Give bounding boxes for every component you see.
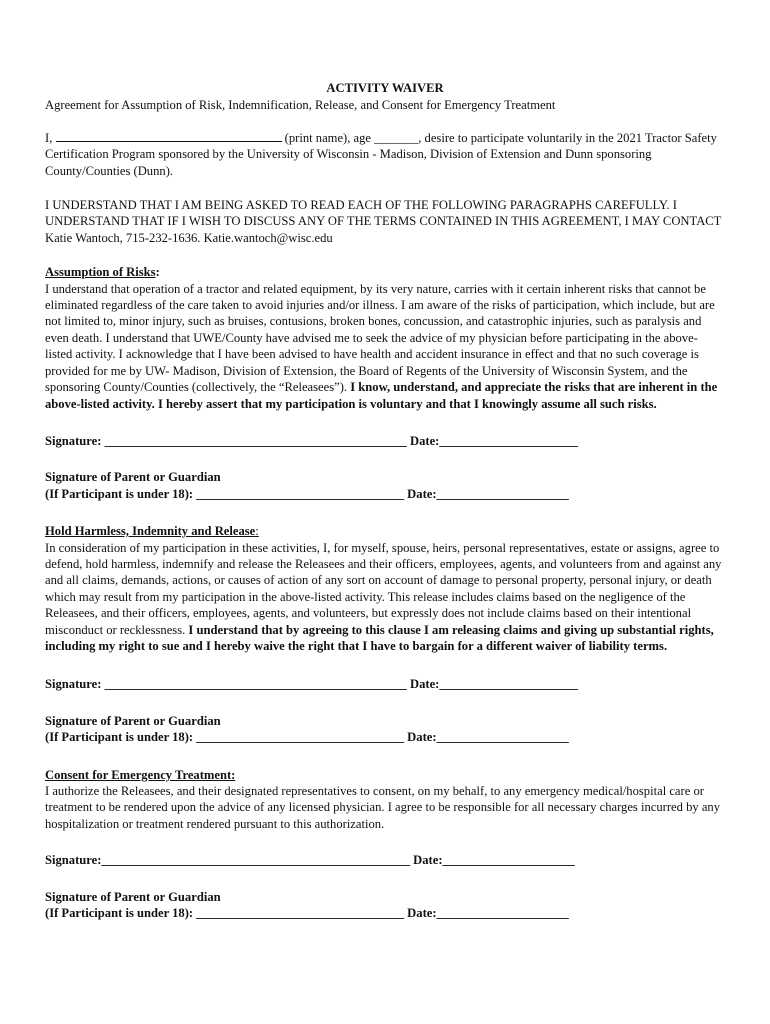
- section-heading-text: Consent for Emergency Treatment:: [45, 767, 236, 782]
- section-heading-text: Hold Harmless, Indemnity and Release: [45, 524, 256, 539]
- section-bold-text: I understand that by agreeing to this clause I am releasing claims and giving up substantial rights, including my right to sue and I hereby waive the right that I have to bargain for a different waiver of liability terms.: [45, 622, 714, 653]
- waiver-content: [45, 80, 725, 921]
- document-subtitle: Agreement for Assumption of Risk, Indemnification, Release, and Consent for Emergency Treatment: [45, 98, 556, 113]
- guardian-signature-line[interactable]: (If Participant is under 18): _________________________________ Date:_____________________: [45, 730, 569, 745]
- section-heading-text: Assumption of Risks: [45, 265, 156, 280]
- section-assumption-body: [45, 281, 725, 412]
- section-holdharmless-body: [45, 540, 725, 655]
- signature-line[interactable]: Signature: ________________________________________________ Date:______________________: [45, 677, 578, 692]
- section-consent-heading: [45, 767, 725, 783]
- guardian-label: Signature of Parent or Guardian: [45, 889, 221, 904]
- intro-paragraph: [45, 130, 725, 179]
- notice-paragraph: I UNDERSTAND THAT I AM BEING ASKED TO READ EACH OF THE FOLLOWING PARAGRAPHS CAREFULLY. I UNDERSTAND THAT IF I WISH TO DISCUSS ANY OF THE TERMS CONTAINED IN THIS AGREEMENT, I MAY CONTACT Katie Wantoch, 715-232-1636. Katie.wantoch@wisc.edu: [45, 198, 722, 245]
- section-holdharmless-heading: [45, 523, 725, 539]
- section-consent-body: I authorize the Releasees, and their designated representatives to consent, on my behalf, to any emergency medical/hospital care or treatment to be rendered upon the advice of any licensed physician. I agree to be responsible for all necessary charges incurred by any hospitalization or treatment rendered pursuant to this authorization.: [45, 784, 721, 831]
- guardian-label: Signature of Parent or Guardian: [45, 713, 221, 728]
- section-bold-text: I know, understand, and appreciate the risks that are inherent in the above-listed activity. I hereby assert that my participation is voluntary and that I knowingly assume all such risks.: [45, 380, 718, 411]
- guardian-signature-line[interactable]: (If Participant is under 18): _________________________________ Date:_____________________: [45, 906, 569, 921]
- guardian-label: Signature of Parent or Guardian: [45, 470, 221, 485]
- document-title: ACTIVITY WAIVER: [326, 81, 444, 95]
- section-assumption-heading: [45, 264, 725, 280]
- intro-prefix: I,: [45, 130, 53, 145]
- section-body-text: I understand that operation of a tractor and related equipment, by its very nature, carries with it certain inherent risks that cannot be eliminated regardless of the care taken to avoid injuries and/or illness. I am aware of the risks of participation, which include, but are not limited to, minor injury, such as bruises, contusions, broken bones, concussion, and catastrophic injuries, such as paralysis and even death. I understand that UWE/County have advised me to seek the advice of my physician before participating in the above-listed activity. I acknowledge that I have been advised to have health and accident insurance in effect and that no such coverage is provided for me by UW- Madison, Division of Extension, the Board of Regents of the University of Wisconsin System, and the sponsoring County/Counties (collectively, the “Releasees”).: [45, 281, 715, 395]
- intro-rest: (print name), age _______, desire to participate voluntarily in the 2021 Tractor Safety Certification Program sponsored by the University of Wisconsin - Madison, Division of Extension and Dunn sponsoring County/Counties (Dunn).: [45, 130, 717, 178]
- print-name-field[interactable]: [56, 130, 282, 142]
- section-heading-suffix: :: [155, 265, 160, 280]
- signature-line[interactable]: Signature:_________________________________________________ Date:_____________________: [45, 853, 575, 868]
- section-body-text: In consideration of my participation in these activities, I, for myself, spouse, heirs, personal representatives, estate or assigns, agree to defend, hold harmless, indemnify and release the Releasees and their officers, employees, agents, and volunteers from and against any and all claims, demands, actions, or causes of action of any sort on account of damage to personal property, personal injury, or death which may result from my participation in the above-listed activity. This release includes claims based on the negligence of the Releasees, and their officers, employees, agents, and volunteers, but expressly does not include claims based on their intentional misconduct or recklessness.: [45, 540, 722, 637]
- guardian-signature-line[interactable]: (If Participant is under 18): _________________________________ Date:_____________________: [45, 486, 569, 501]
- signature-line[interactable]: Signature: ________________________________________________ Date:______________________: [45, 433, 578, 448]
- section-heading-suffix: :: [255, 524, 259, 539]
